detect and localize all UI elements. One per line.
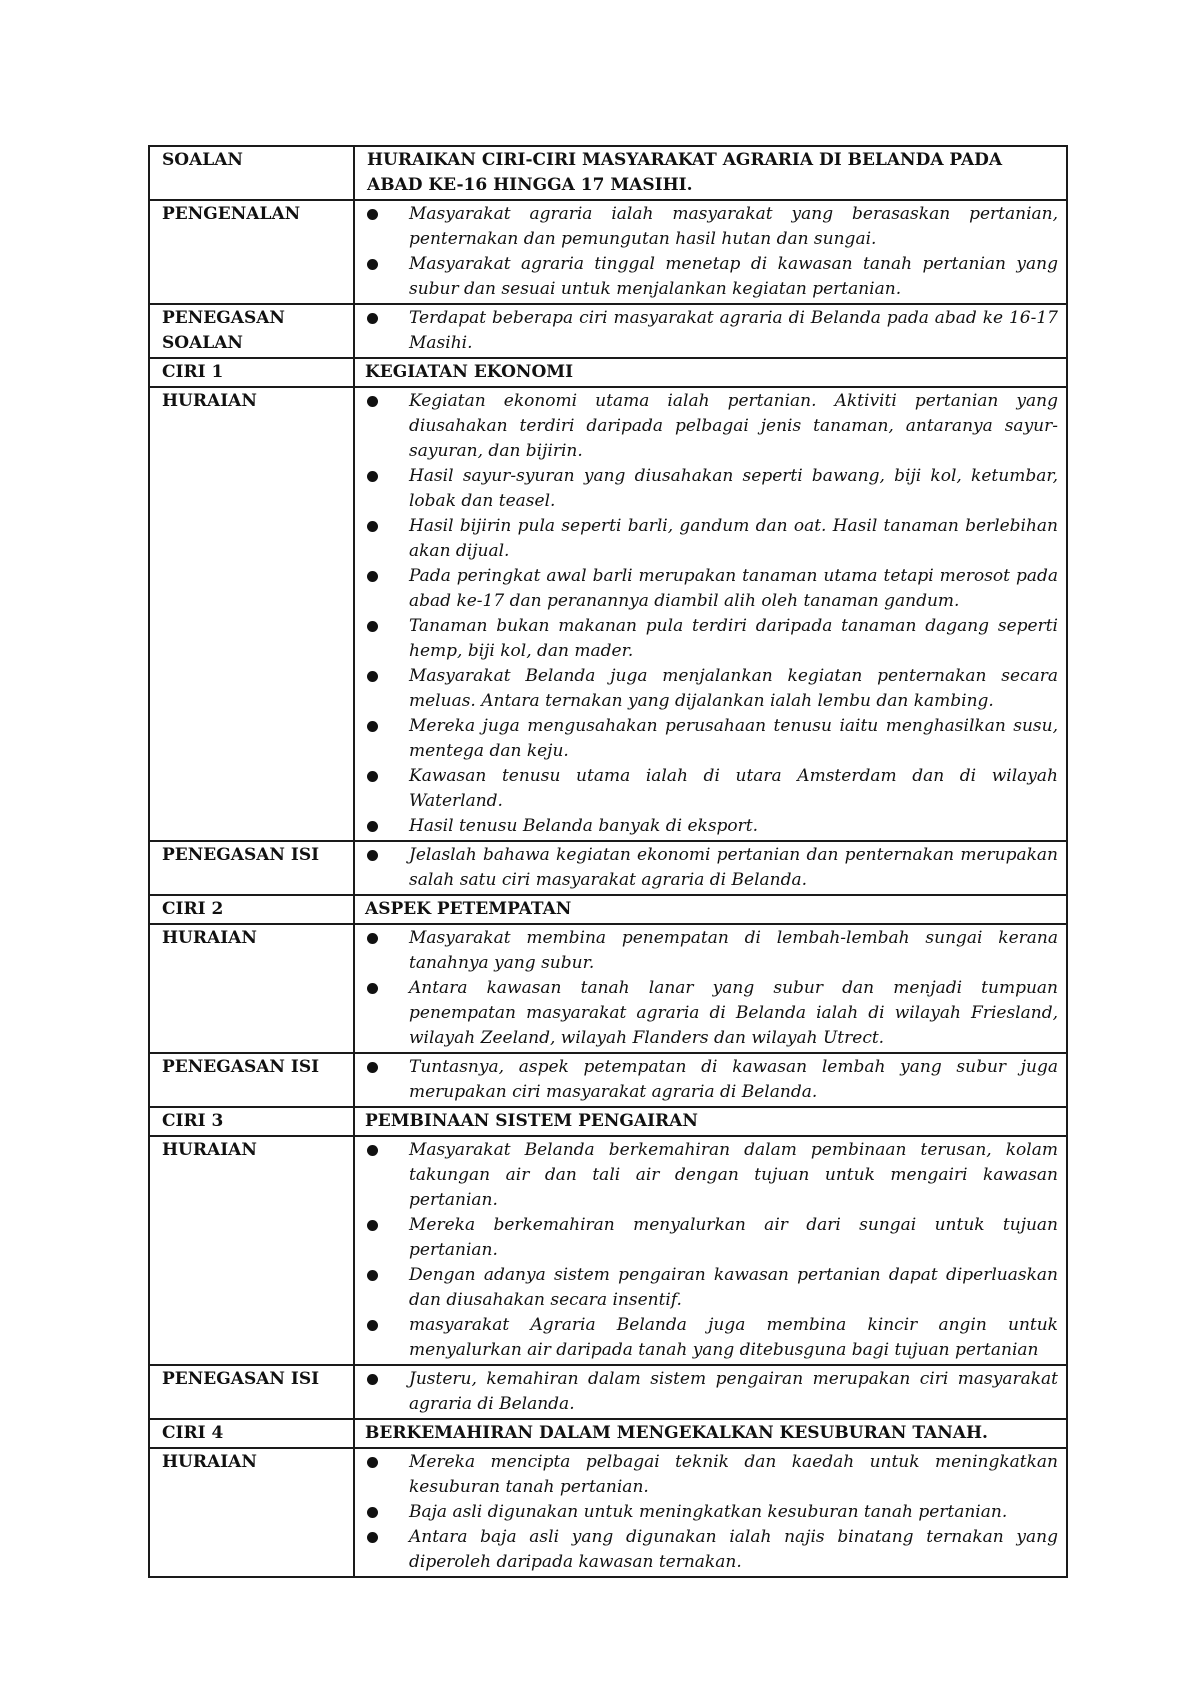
bullet-icon: [367, 1270, 378, 1281]
bullet-point: [367, 1263, 1058, 1313]
row-ciri-3: [149, 1107, 1067, 1136]
bullet-icon: [367, 671, 378, 682]
bullet-text: Hasil sayur-syuran yang diusahakan seperti bawang, biji kol, ketumbar, lobak dan teasel.: [409, 466, 1058, 511]
row-huraian-3: [149, 1136, 1067, 1365]
bullet-icon: [367, 933, 378, 944]
row-penegasan-isi-2: [149, 1053, 1067, 1107]
bullet-icon: [367, 1145, 378, 1156]
penegasan-soalan-list: [367, 306, 1058, 356]
bullet-icon: [367, 209, 378, 220]
huraian-1-list: [367, 389, 1058, 839]
document-page: [148, 145, 1066, 1578]
bullet-text: Masyarakat agraria ialah masyarakat yang berasaskan pertanian, penternakan dan pemungutan hasil hutan dan sungai.: [409, 204, 1058, 249]
row-penegasan-soalan: [149, 304, 1067, 358]
bullet-icon: [367, 521, 378, 532]
row-penegasan-isi-3: [149, 1365, 1067, 1419]
bullet-text: Kawasan tenusu utama ialah di utara Amsterdam dan di wilayah Waterland.: [409, 766, 1058, 811]
penegasan-isi-1-list: [367, 843, 1058, 893]
label-ciri-3: CIRI 3: [149, 1107, 354, 1136]
penegasan-isi-2-list: [367, 1055, 1058, 1105]
label-pengenalan: PENGENALAN: [149, 200, 354, 304]
row-ciri-2: [149, 895, 1067, 924]
bullet-point: [367, 1525, 1058, 1575]
bullet-icon: [367, 1320, 378, 1331]
bullet-icon: [367, 1457, 378, 1468]
bullet-icon: [367, 721, 378, 732]
label-huraian-1: HURAIAN: [149, 387, 354, 841]
bullet-point: [367, 1313, 1058, 1363]
label-huraian-4: HURAIAN: [149, 1448, 354, 1577]
bullet-icon: [367, 983, 378, 994]
bullet-point: [367, 843, 1058, 893]
bullet-icon: [367, 1062, 378, 1073]
row-huraian-2: [149, 924, 1067, 1053]
penegasan-isi-3-list: [367, 1367, 1058, 1417]
title-ciri-1: KEGIATAN EKONOMI: [354, 358, 1067, 387]
bullet-text: Tuntasnya, aspek petempatan di kawasan lembah yang subur juga merupakan ciri masyarakat agraria di Belanda.: [409, 1057, 1058, 1102]
bullet-text: Antara baja asli yang digunakan ialah najis binatang ternakan yang diperoleh daripada kawasan ternakan.: [409, 1527, 1058, 1572]
label-ciri-2: CIRI 2: [149, 895, 354, 924]
bullet-point: [367, 976, 1058, 1051]
row-ciri-4: [149, 1419, 1067, 1448]
bullet-text: masyarakat Agraria Belanda juga membina kincir angin untuk menyalurkan air daripada tanah yang ditebusguna bagi tujuan pertanian: [409, 1315, 1058, 1360]
bullet-icon: [367, 471, 378, 482]
bullet-point: [367, 1367, 1058, 1417]
bullet-icon: [367, 259, 378, 270]
bullet-icon: [367, 1220, 378, 1231]
bullet-point: [367, 306, 1058, 356]
bullet-point: [367, 926, 1058, 976]
bullet-point: [367, 664, 1058, 714]
label-penegasan-isi-3: PENEGASAN ISI: [149, 1365, 354, 1419]
bullet-point: [367, 614, 1058, 664]
bullet-point: [367, 764, 1058, 814]
bullet-text: Masyarakat Belanda juga menjalankan kegiatan penternakan secara meluas. Antara ternakan yang dijalankan ialah lembu dan kambing.: [409, 666, 1058, 711]
title-ciri-4: BERKEMAHIRAN DALAM MENGEKALKAN KESUBURAN TANAH.: [354, 1419, 1067, 1448]
huraian-3-list: [367, 1138, 1058, 1363]
label-huraian-3: HURAIAN: [149, 1136, 354, 1365]
bullet-text: Tanaman bukan makanan pula terdiri daripada tanaman dagang seperti hemp, biji kol, dan mader.: [409, 616, 1058, 661]
bullet-point: [367, 714, 1058, 764]
huraian-2-list: [367, 926, 1058, 1051]
bullet-text: Jelaslah bahawa kegiatan ekonomi pertanian dan penternakan merupakan salah satu ciri masyarakat agraria di Belanda.: [409, 845, 1058, 890]
essay-outline-table: [148, 145, 1068, 1578]
bullet-icon: [367, 313, 378, 324]
label-ciri-1: CIRI 1: [149, 358, 354, 387]
bullet-icon: [367, 821, 378, 832]
bullet-text: Kegiatan ekonomi utama ialah pertanian. Aktiviti pertanian yang diusahakan terdiri daripada pelbagai jenis tanaman, antaranya sayur-sayuran, dan bijirin.: [409, 391, 1058, 461]
bullet-text: Baja asli digunakan untuk meningkatkan kesuburan tanah pertanian.: [409, 1502, 1008, 1522]
title-ciri-2: ASPEK PETEMPATAN: [354, 895, 1067, 924]
bullet-text: Justeru, kemahiran dalam sistem pengairan merupakan ciri masyarakat agraria di Belanda.: [409, 1369, 1058, 1414]
bullet-icon: [367, 1507, 378, 1518]
bullet-point: [367, 252, 1058, 302]
bullet-text: Pada peringkat awal barli merupakan tanaman utama tetapi merosot pada abad ke-17 dan peranannya diambil alih oleh tanaman gandum.: [409, 566, 1058, 611]
bullet-text: Hasil tenusu Belanda banyak di eksport.: [409, 816, 759, 836]
bullet-icon: [367, 621, 378, 632]
bullet-text: Masyarakat membina penempatan di lembah-lembah sungai kerana tanahnya yang subur.: [409, 928, 1058, 973]
bullet-text: Dengan adanya sistem pengairan kawasan pertanian dapat diperluaskan dan diusahakan secara insentif.: [409, 1265, 1058, 1310]
bullet-icon: [367, 771, 378, 782]
bullet-text: Antara kawasan tanah lanar yang subur dan menjadi tumpuan penempatan masyarakat agraria di Belanda ialah di wilayah Friesland, wilayah Zeeland, wilayah Flanders dan wilayah Utrect.: [409, 978, 1058, 1048]
row-pengenalan: [149, 200, 1067, 304]
label-penegasan-isi-2: PENEGASAN ISI: [149, 1053, 354, 1107]
bullet-point: [367, 202, 1058, 252]
bullet-icon: [367, 850, 378, 861]
bullet-point: [367, 514, 1058, 564]
bullet-point: [367, 1500, 1058, 1525]
row-huraian-4: [149, 1448, 1067, 1577]
bullet-icon: [367, 571, 378, 582]
pengenalan-list: [367, 202, 1058, 302]
bullet-point: [367, 564, 1058, 614]
label-penegasan-isi-1: PENEGASAN ISI: [149, 841, 354, 895]
bullet-icon: [367, 1374, 378, 1385]
bullet-text: Masyarakat agraria tinggal menetap di kawasan tanah pertanian yang subur dan sesuai untuk menjalankan kegiatan pertanian.: [409, 254, 1058, 299]
row-soalan: [149, 146, 1067, 200]
bullet-text: Hasil bijirin pula seperti barli, gandum dan oat. Hasil tanaman berlebihan akan dijual.: [409, 516, 1058, 561]
bullet-point: [367, 1450, 1058, 1500]
bullet-point: [367, 1138, 1058, 1213]
bullet-point: [367, 1213, 1058, 1263]
huraian-4-list: [367, 1450, 1058, 1575]
bullet-text: Mereka berkemahiran menyalurkan air dari sungai untuk tujuan pertanian.: [409, 1215, 1058, 1260]
bullet-point: [367, 1055, 1058, 1105]
row-penegasan-isi-1: [149, 841, 1067, 895]
bullet-text: Mereka mencipta pelbagai teknik dan kaedah untuk meningkatkan kesuburan tanah pertanian.: [409, 1452, 1058, 1497]
label-penegasan-soalan: PENEGASAN SOALAN: [149, 304, 354, 358]
row-huraian-1: [149, 387, 1067, 841]
bullet-point: [367, 814, 1058, 839]
bullet-point: [367, 464, 1058, 514]
row-ciri-1: [149, 358, 1067, 387]
label-huraian-2: HURAIAN: [149, 924, 354, 1053]
bullet-icon: [367, 1532, 378, 1543]
bullet-text: Masyarakat Belanda berkemahiran dalam pembinaan terusan, kolam takungan air dan tali air dengan tujuan untuk mengairi kawasan pertanian.: [409, 1140, 1058, 1210]
title-ciri-3: PEMBINAAN SISTEM PENGAIRAN: [354, 1107, 1067, 1136]
question-text: HURAIKAN CIRI-CIRI MASYARAKAT AGRARIA DI BELANDA PADA ABAD KE-16 HINGGA 17 MASIHI.: [354, 146, 1067, 200]
bullet-text: Terdapat beberapa ciri masyarakat agraria di Belanda pada abad ke 16-17 Masihi.: [409, 308, 1058, 353]
bullet-point: [367, 389, 1058, 464]
label-ciri-4: CIRI 4: [149, 1419, 354, 1448]
bullet-text: Mereka juga mengusahakan perusahaan tenusu iaitu menghasilkan susu, mentega dan keju.: [409, 716, 1058, 761]
bullet-icon: [367, 396, 378, 407]
label-soalan: SOALAN: [149, 146, 354, 200]
